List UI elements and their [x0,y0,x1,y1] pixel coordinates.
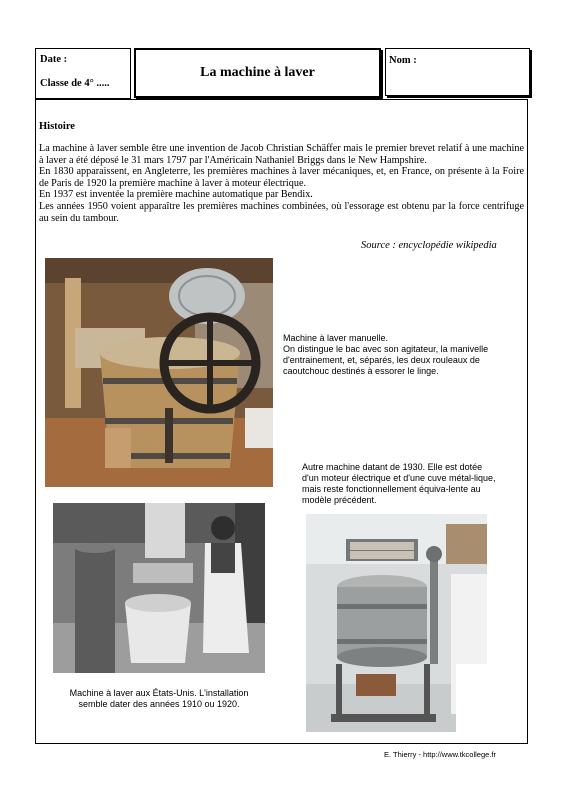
history-paragraph: La machine à laver semble être une invention de Jacob Christian Schäffer mais le premier brevet relatif à une machine à laver a été déposé le 31 mars 1797 par l'Américain Nathaniel Briggs dans le New Hampshire. [39,143,524,166]
footer-credit: E. Thierry - http://www.tkcollege.fr [384,750,496,759]
caption-line: Autre machine datant de 1930. Elle est dotée d'un moteur électrique et d'une cuve métal-lique, mais reste fonctionnellement équiva-lente au modèle précédent. [302,462,496,505]
history-paragraph: En 1830 apparaissent, en Angleterre, les premières machines à laver mécaniques, et, en France, on présente à la Foire de Paris de 1920 la première machine à laver à moteur électrique. [39,166,524,189]
caption-line: Machine à laver manuelle. [283,333,389,343]
electric-washing-machine-photo [306,514,487,732]
manual-washing-machine-photo [45,258,273,487]
name-box [385,48,530,96]
name-label: Nom : [389,55,417,66]
section-title: Histoire [39,121,75,132]
class-label: Classe de 4° ..... [40,78,110,89]
history-text [39,143,524,224]
usa-machine-caption [55,688,263,710]
date-label: Date : [40,54,68,65]
history-paragraph: Les années 1950 voient apparaître les premières machines combinées, où l'essorage est obtenu par la force centrifuge au sein du tambour. [39,200,524,224]
caption-line: On distingue le bac avec son agitateur, la manivelle d'entrainement, et, séparés, les deux rouleaux de caoutchouc destinés à essorer le linge. [283,344,489,376]
manual-machine-caption [283,333,507,377]
title-box [134,48,381,98]
history-paragraph: En 1937 est inventée la première machine automatique par Bendix. [39,189,313,201]
page-title: La machine à laver [200,65,315,80]
usa-washing-machine-photo [53,503,265,673]
date-class-box [35,48,131,99]
electric-machine-caption [302,462,498,506]
source-note: Source : encyclopédie wikipedia [361,240,497,251]
caption-line: Machine à laver aux États-Unis. L'installation semble dater des années 1910 ou 1920. [69,688,249,709]
